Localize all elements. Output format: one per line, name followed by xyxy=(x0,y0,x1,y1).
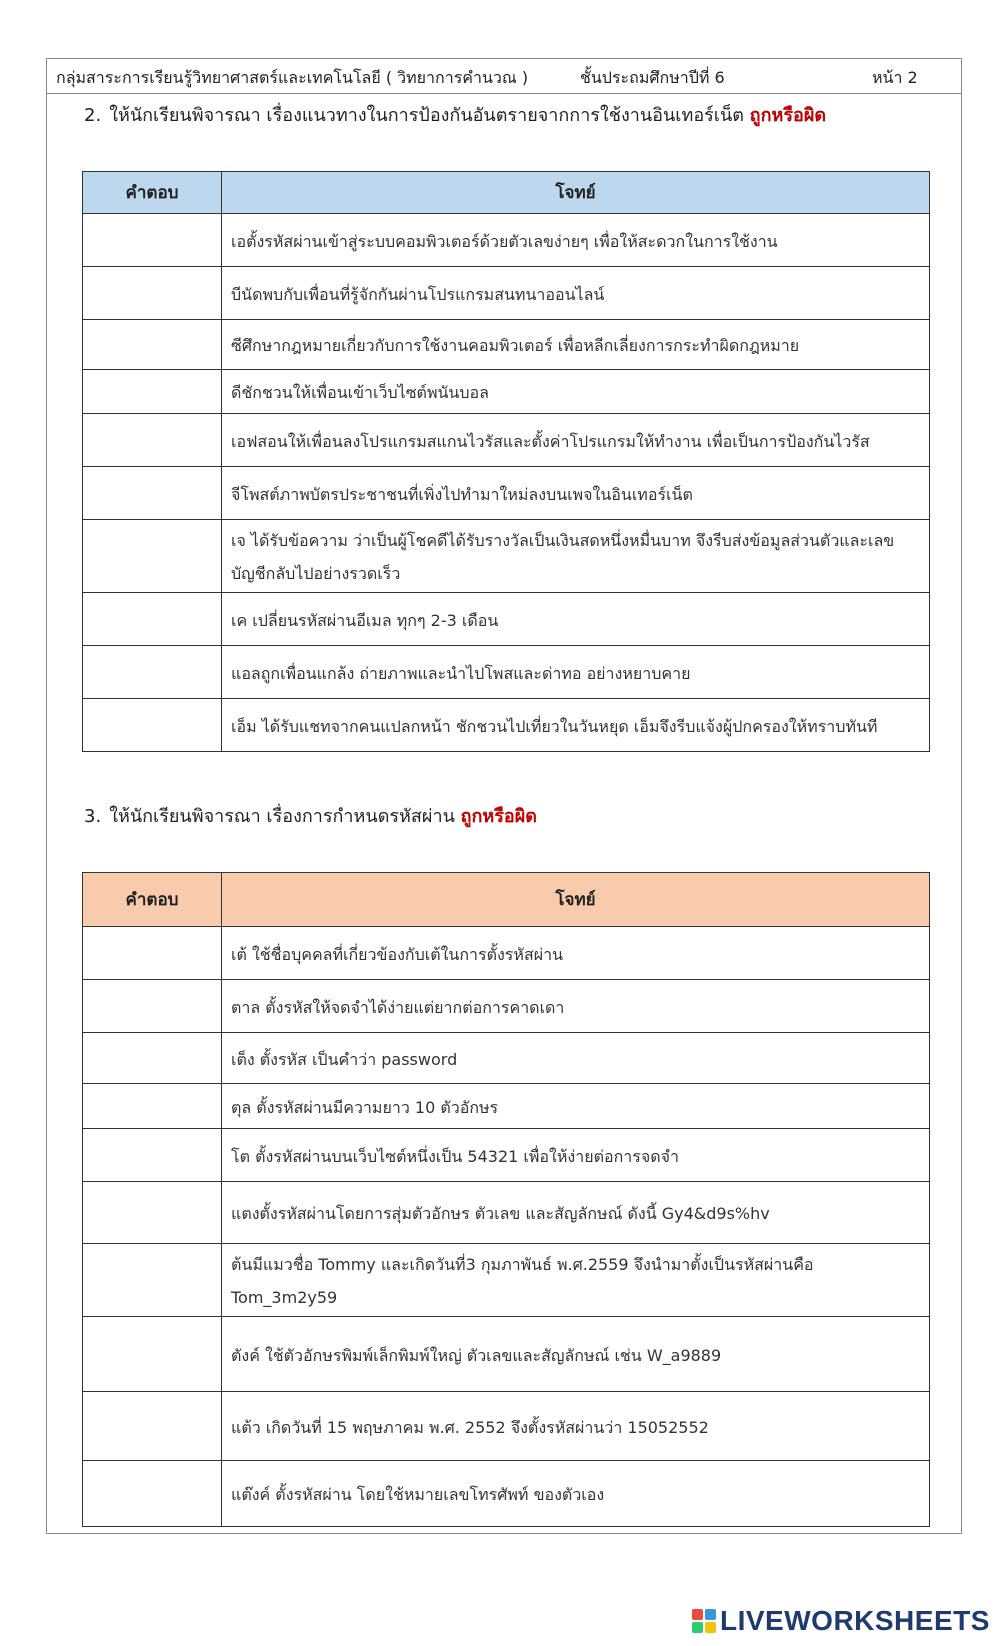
answer-cell[interactable] xyxy=(83,1244,222,1317)
table-row xyxy=(83,467,930,520)
answer-input[interactable] xyxy=(83,651,225,693)
question-3-table xyxy=(82,872,930,1527)
statement-cell: แอลถูกเพื่อนแกล้ง ถ่ายภาพและนำไปโพสและด่าทอ อย่างหยาบคาย xyxy=(222,646,930,699)
answer-cell[interactable] xyxy=(83,980,222,1033)
table-row xyxy=(83,1129,930,1182)
logo-square xyxy=(705,1609,716,1620)
answer-input[interactable] xyxy=(83,419,225,461)
question-2-number: 2. xyxy=(84,105,102,126)
answer-input[interactable] xyxy=(83,324,225,366)
table-row xyxy=(83,927,930,980)
answer-cell[interactable] xyxy=(83,1461,222,1527)
table-row xyxy=(83,1033,930,1084)
question-2-true-false-label: ถูกหรือผิด xyxy=(749,105,827,126)
brand-name: LIVEWORKSHEETS xyxy=(720,1605,990,1636)
worksheet-header xyxy=(46,58,962,94)
answer-input[interactable] xyxy=(83,472,225,514)
answer-input[interactable] xyxy=(83,985,225,1027)
statement-cell: เอฟสอนให้เพื่อนลงโปรแกรมสแกนไวรัสและตั้งค่าโปรแกรมให้ทำงาน เพื่อเป็นการป้องกันไวรัส xyxy=(222,414,930,467)
header-subject: กลุ่มสาระการเรียนรู้วิทยาศาสตร์และเทคโนโลยี ( วิทยาการคำนวณ ) xyxy=(56,68,529,87)
answer-cell[interactable] xyxy=(83,1129,222,1182)
table-row xyxy=(83,699,930,752)
statement-cell: ต้นมีแมวชื่อ Tommy และเกิดวันที่3 กุมภาพันธ์ พ.ศ.2559 จึงนำมาตั้งเป็นรหัสผ่านคือ Tom_3m2y59 xyxy=(222,1244,930,1317)
statement-cell: แต๊งค์ ตั้งรหัสผ่าน โดยใช้หมายเลขโทรศัพท์ ของตัวเอง xyxy=(222,1461,930,1527)
statement-cell: บีนัดพบกับเพื่อนที่รู้จักกันผ่านโปรแกรมสนทนาออนไลน์ xyxy=(222,267,930,320)
answer-cell[interactable] xyxy=(83,320,222,370)
table-row xyxy=(83,267,930,320)
statement-cell: เต็ง ตั้งรหัส เป็นคำว่า password xyxy=(222,1033,930,1084)
answer-input[interactable] xyxy=(83,219,225,261)
column-header-answer: คำตอบ xyxy=(83,172,222,214)
answer-input[interactable] xyxy=(83,704,225,746)
answer-cell[interactable] xyxy=(83,1317,222,1392)
answer-input[interactable] xyxy=(83,1134,225,1176)
liveworksheets-logo-icon xyxy=(692,1609,716,1633)
table-row xyxy=(83,370,930,414)
answer-input[interactable] xyxy=(83,535,225,577)
statement-cell: โต ตั้งรหัสผ่านบนเว็บไซต์หนึ่งเป็น 54321 เพื่อให้ง่ายต่อการจดจำ xyxy=(222,1129,930,1182)
statement-cell: เค เปลี่ยนรหัสผ่านอีเมล ทุกๆ 2-3 เดือน xyxy=(222,593,930,646)
question-3-true-false-label: ถูกหรือผิด xyxy=(460,806,537,827)
liveworksheets-branding xyxy=(692,1606,990,1636)
column-header-statement: โจทย์ xyxy=(222,172,930,214)
answer-input[interactable] xyxy=(83,932,225,974)
table-row xyxy=(83,1182,930,1244)
header-grade: ชั้นประถมศึกษาปีที่ 6 xyxy=(580,68,725,87)
answer-cell[interactable] xyxy=(83,927,222,980)
answer-input[interactable] xyxy=(83,1405,225,1447)
statement-cell: จีโพสต์ภาพบัตรประชาชนที่เพิ่งไปทำมาใหม่ลงบนเพจในอินเทอร์เน็ต xyxy=(222,467,930,520)
table-row xyxy=(83,1084,930,1129)
answer-input[interactable] xyxy=(83,1259,225,1301)
answer-cell[interactable] xyxy=(83,267,222,320)
question-2-text: ให้นักเรียนพิจารณา เรื่องแนวทางในการป้องกันอันตรายจากการใช้งานอินเทอร์เน็ต xyxy=(109,105,750,126)
statement-cell: ตุล ตั้งรหัสผ่านมีความยาว 10 ตัวอักษร xyxy=(222,1084,930,1129)
table-row xyxy=(83,1392,930,1461)
table-row xyxy=(83,1244,930,1317)
table-row xyxy=(83,320,930,370)
header-page-number: หน้า 2 xyxy=(872,68,918,87)
answer-input[interactable] xyxy=(83,371,225,413)
table-row xyxy=(83,1317,930,1392)
statement-cell: ตาล ตั้งรหัสให้จดจำได้ง่ายแต่ยากต่อการคาดเดา xyxy=(222,980,930,1033)
table-header-row xyxy=(83,873,930,927)
answer-cell[interactable] xyxy=(83,1033,222,1084)
answer-cell[interactable] xyxy=(83,593,222,646)
logo-square xyxy=(692,1622,703,1633)
question-2-prompt xyxy=(84,100,826,129)
answer-input[interactable] xyxy=(83,1085,225,1127)
table-row xyxy=(83,414,930,467)
table-row xyxy=(83,980,930,1033)
table-row xyxy=(83,646,930,699)
statement-cell: ดีชักชวนให้เพื่อนเข้าเว็บไซต์พนันบอล xyxy=(222,370,930,414)
question-2-table xyxy=(82,171,930,752)
statement-cell: ซีศึกษากฎหมายเกี่ยวกับการใช้งานคอมพิวเตอร์ เพื่อหลีกเลี่ยงการกระทำผิดกฎหมาย xyxy=(222,320,930,370)
question-3-text: ให้นักเรียนพิจารณา เรื่องการกำหนดรหัสผ่าน xyxy=(109,806,461,827)
question-3-number: 3. xyxy=(84,806,102,827)
table-row xyxy=(83,1461,930,1527)
answer-cell[interactable] xyxy=(83,699,222,752)
logo-square xyxy=(705,1622,716,1633)
table-row xyxy=(83,214,930,267)
statement-cell: เจ ได้รับข้อความ ว่าเป็นผู้โชคดีได้รับรางวัลเป็นเงินสดหนึ่งหมื่นบาท จึงรีบส่งข้อมูลส่วนตัวและเลขบัญชีกลับไปอย่างรวดเร็ว xyxy=(222,520,930,593)
answer-cell[interactable] xyxy=(83,646,222,699)
answer-cell[interactable] xyxy=(83,520,222,593)
column-header-answer: คำตอบ xyxy=(83,873,222,927)
column-header-statement: โจทย์ xyxy=(222,873,930,927)
answer-input[interactable] xyxy=(83,1333,225,1375)
statement-cell: เอตั้งรหัสผ่านเข้าสู่ระบบคอมพิวเตอร์ด้วยตัวเลขง่ายๆ เพื่อให้สะดวกในการใช้งาน xyxy=(222,214,930,267)
table-row xyxy=(83,520,930,593)
answer-cell[interactable] xyxy=(83,1392,222,1461)
answer-input[interactable] xyxy=(83,1192,225,1234)
answer-cell[interactable] xyxy=(83,1084,222,1129)
statement-cell: เอ็ม ได้รับแชทจากคนแปลกหน้า ชักชวนไปเที่ยวในวันหยุด เอ็มจึงรีบแจ้งผู้ปกครองให้ทราบทันที xyxy=(222,699,930,752)
table-header-row xyxy=(83,172,930,214)
logo-square xyxy=(692,1609,703,1620)
answer-input[interactable] xyxy=(83,1037,225,1079)
table-row xyxy=(83,593,930,646)
statement-cell: เต้ ใช้ชื่อบุคคลที่เกี่ยวข้องกับเต้ในการตั้งรหัสผ่าน xyxy=(222,927,930,980)
answer-cell[interactable] xyxy=(83,414,222,467)
answer-cell[interactable] xyxy=(83,1182,222,1244)
statement-cell: แต้ว เกิดวันที่ 15 พฤษภาคม พ.ศ. 2552 จึงตั้งรหัสผ่านว่า 15052552 xyxy=(222,1392,930,1461)
answer-cell[interactable] xyxy=(83,214,222,267)
answer-cell[interactable] xyxy=(83,370,222,414)
statement-cell: ตังค์ ใช้ตัวอักษรพิมพ์เล็กพิมพ์ใหญ่ ตัวเลขและสัญลักษณ์ เช่น W_a9889 xyxy=(222,1317,930,1392)
statement-cell: แตงตั้งรหัสผ่านโดยการสุ่มตัวอักษร ตัวเลข และสัญลักษณ์ ดังนี้ Gy4&d9s%hv xyxy=(222,1182,930,1244)
answer-input[interactable] xyxy=(83,272,225,314)
answer-input[interactable] xyxy=(83,598,225,640)
question-3-prompt xyxy=(84,801,537,830)
answer-cell[interactable] xyxy=(83,467,222,520)
answer-input[interactable] xyxy=(83,1473,225,1515)
